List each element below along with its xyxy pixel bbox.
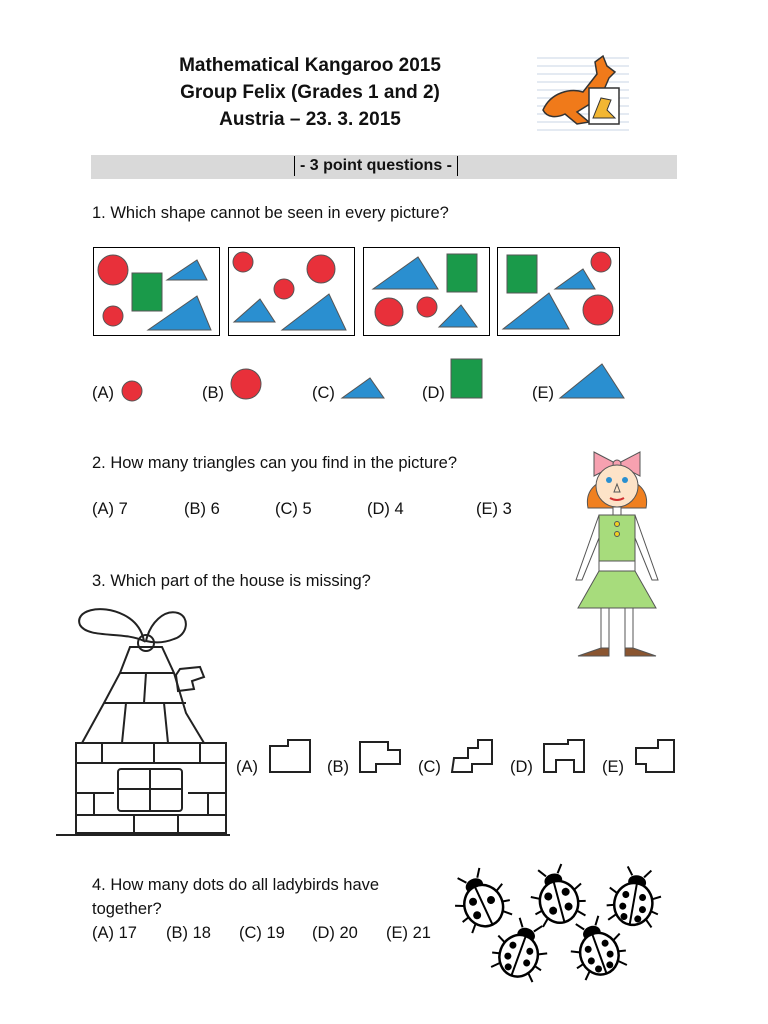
title-line-1: Mathematical Kangaroo 2015 — [179, 55, 441, 76]
q4-option-c: (C) 19 — [239, 924, 285, 942]
q4-option-b: (B) 18 — [166, 924, 211, 942]
question-3-text: 3. Which part of the house is missing? — [92, 572, 371, 590]
kangaroo-logo — [537, 52, 629, 134]
q3-option-a-piece — [266, 738, 314, 774]
q4-option-d: (D) 20 — [312, 924, 358, 942]
q1-option-d-rectangle — [450, 358, 484, 400]
q1-option-b-large-circle — [229, 367, 263, 401]
q2-option-a: (A) 7 — [92, 500, 128, 518]
q3-option-c-piece — [448, 738, 496, 774]
q3-option-c: (C) — [418, 758, 441, 776]
q3-option-d: (D) — [510, 758, 533, 776]
q3-option-e: (E) — [602, 758, 624, 776]
q1-option-a: (A) — [92, 384, 114, 402]
title-line-2: Group Felix (Grades 1 and 2) — [180, 82, 440, 103]
title-line-3: Austria – 23. 3. 2015 — [219, 109, 401, 130]
house-puzzle — [54, 603, 232, 839]
q2-option-e: (E) 3 — [476, 500, 512, 518]
q2-option-c: (C) 5 — [275, 500, 312, 518]
question-4-text-line-1: 4. How many dots do all ladybirds have — [92, 876, 380, 894]
q2-option-b: (B) 6 — [184, 500, 220, 518]
q4-option-e: (E) 21 — [386, 924, 431, 942]
q1-option-b: (B) — [202, 384, 224, 402]
q1-option-a-small-circle — [121, 380, 143, 402]
q3-option-d-piece — [540, 738, 588, 774]
q1-option-c-small-triangle — [340, 376, 386, 400]
q4-option-a: (A) 17 — [92, 924, 137, 942]
question-2-text: 2. How many triangles can you find in the picture? — [92, 454, 458, 472]
q2-option-d: (D) 4 — [367, 500, 404, 518]
question-1-text: 1. Which shape cannot be seen in every picture? — [92, 204, 449, 222]
q1-option-d: (D) — [422, 384, 445, 402]
q3-option-b-piece — [356, 738, 404, 774]
q1-option-c: (C) — [312, 384, 335, 402]
q1-picture-2 — [228, 247, 355, 336]
q1-picture-1 — [93, 247, 220, 336]
q1-option-e-large-triangle — [558, 362, 626, 400]
question-4-text-line-2: together? — [92, 900, 162, 918]
section-label: - 3 point questions - — [294, 156, 458, 176]
q3-option-e-piece — [632, 738, 678, 774]
q3-option-b: (B) — [327, 758, 349, 776]
ladybirds-group — [452, 866, 668, 982]
q1-picture-3 — [363, 247, 490, 336]
q3-option-a: (A) — [236, 758, 258, 776]
girl-figure — [570, 448, 664, 660]
q1-picture-4 — [497, 247, 620, 336]
q1-option-e: (E) — [532, 384, 554, 402]
